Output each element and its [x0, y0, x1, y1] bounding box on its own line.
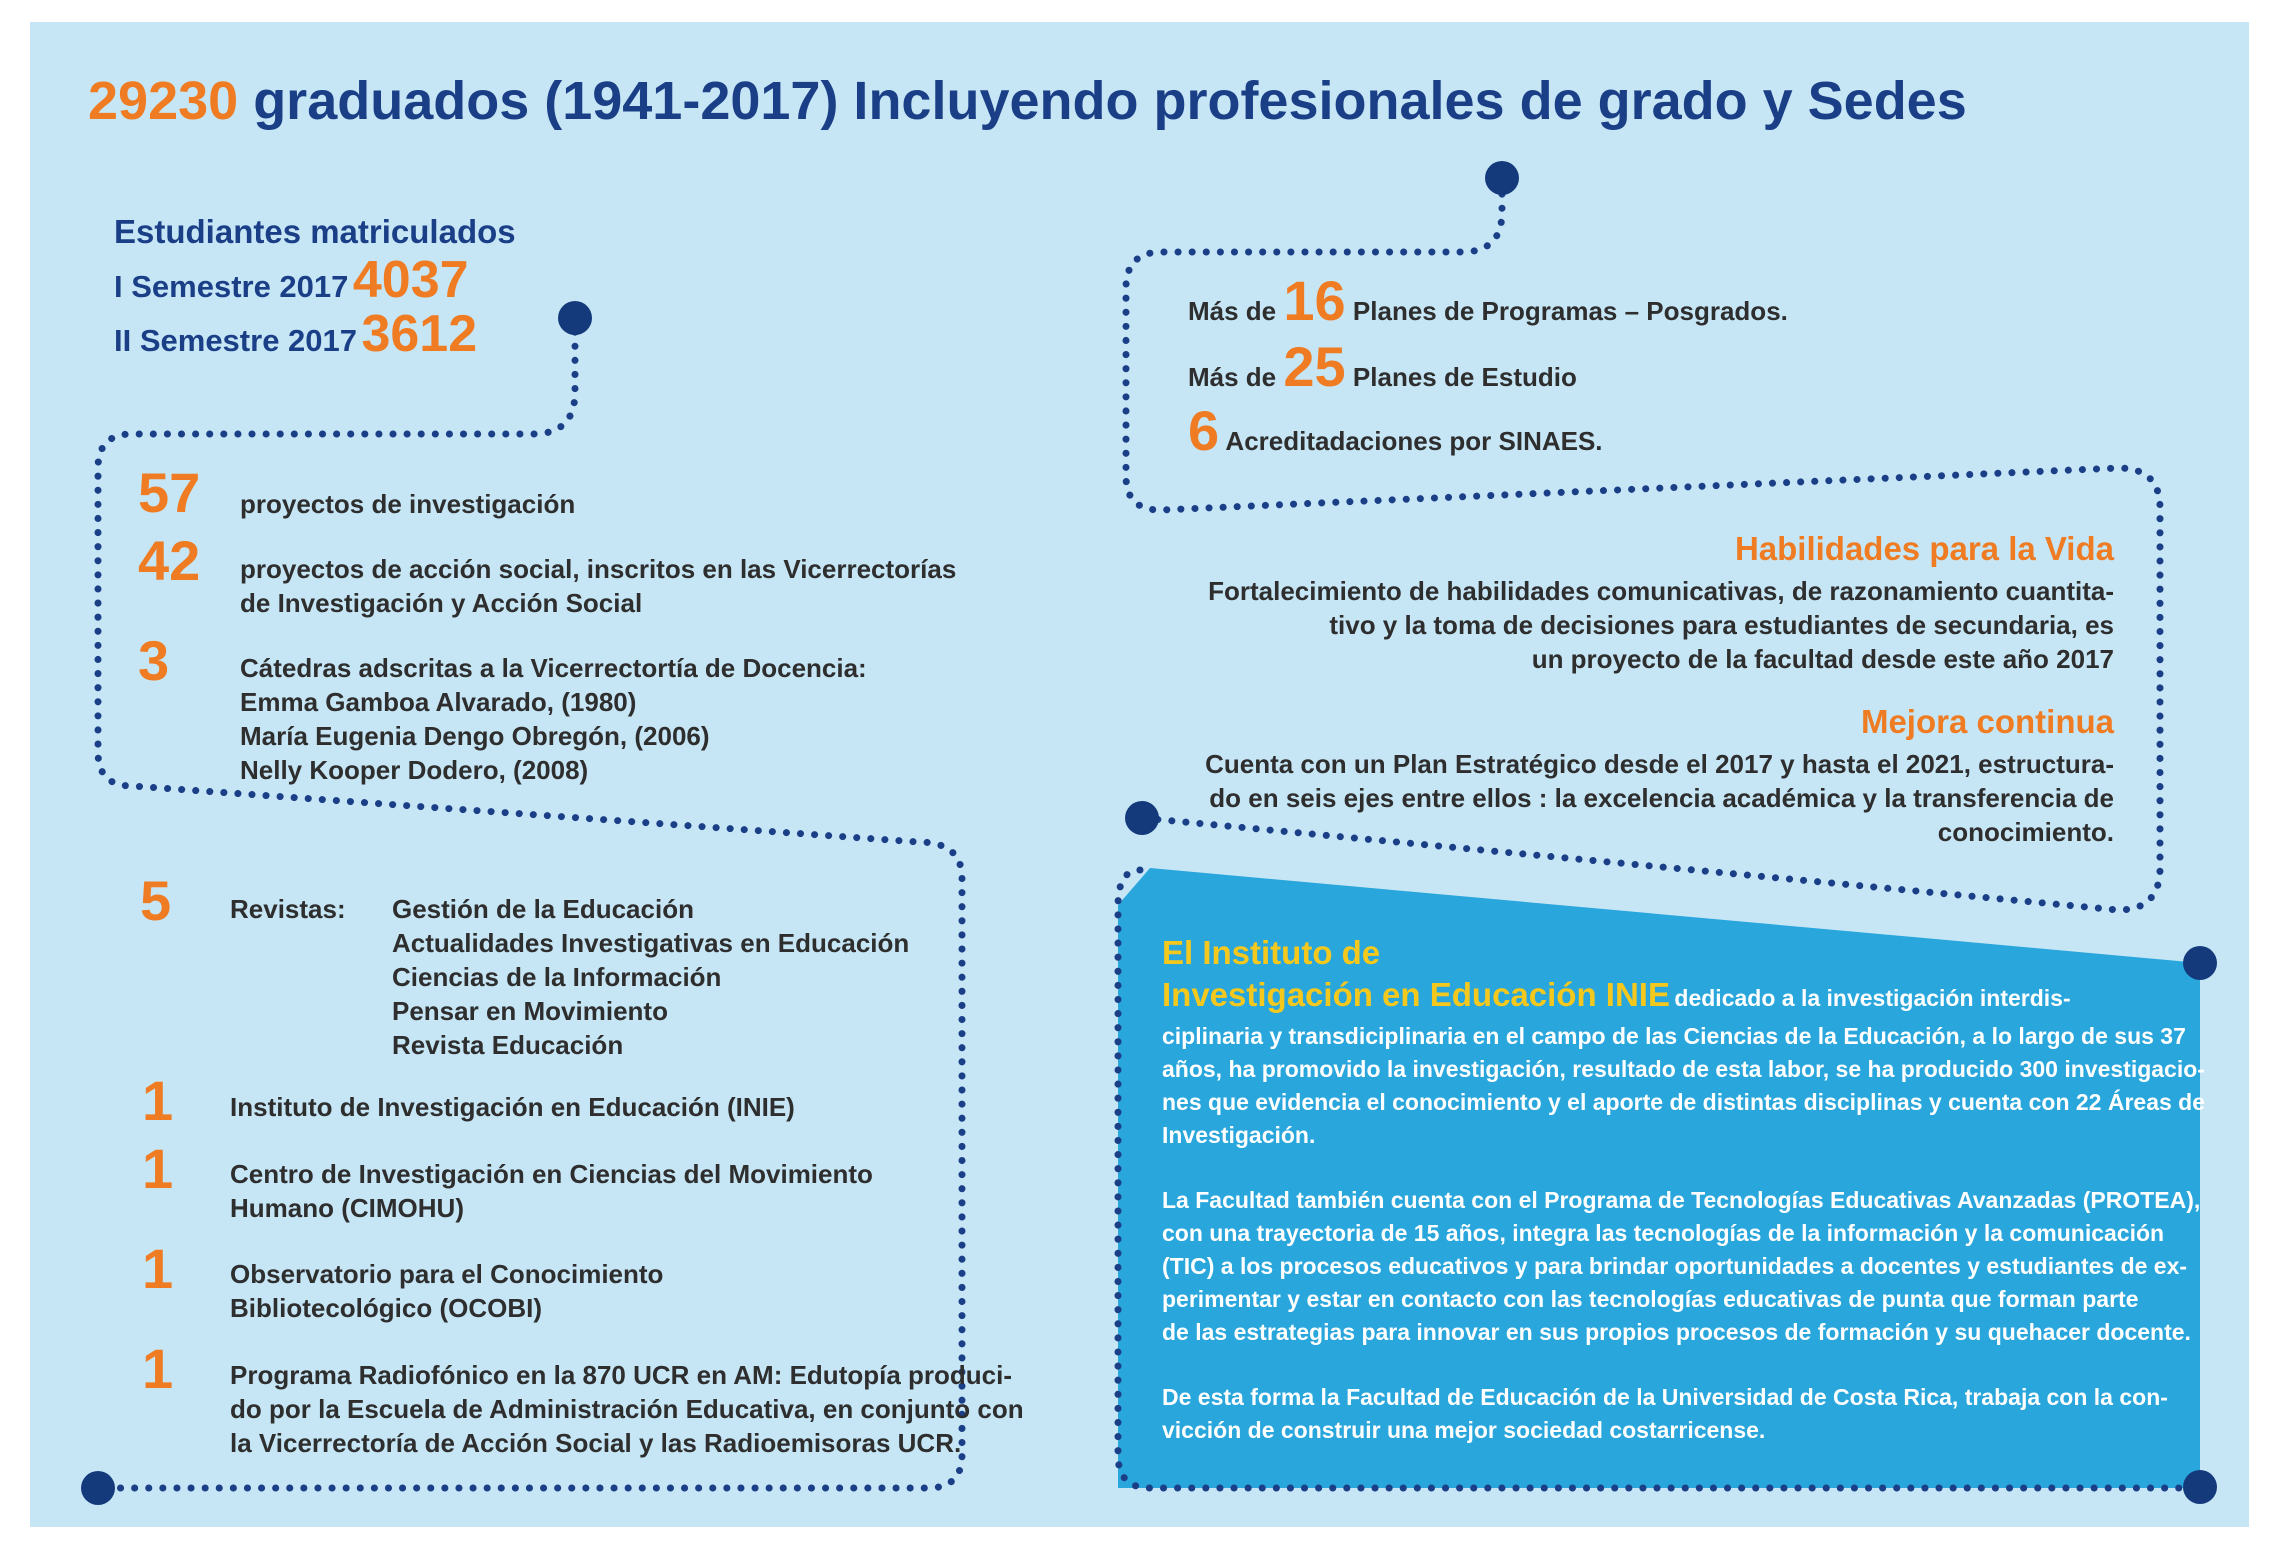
inie-title-line1: El Instituto de — [1162, 934, 1381, 971]
journal-item: Ciencias de la Información — [392, 962, 722, 992]
dot-node — [1485, 161, 1519, 195]
journal-item: Revista Educación — [392, 1030, 624, 1060]
habilidades-title: Habilidades para la Vida — [1734, 530, 2114, 567]
text-line: con una trayectoria de 15 años, integra las tecnologías de la información y la comunicación — [1162, 1220, 2165, 1246]
text-line: ciplinaria y transdiciplinaria en el campo de las Ciencias de la Educación, a lo largo de sus 37 — [1162, 1023, 2186, 1049]
research-text — [240, 651, 867, 787]
research-number: 3 — [138, 629, 170, 692]
text-line: Humano (CIMOHU) — [230, 1193, 464, 1223]
text-line: do en seis ejes entre ellos : la excelencia académica y la transferencia de — [1209, 783, 2114, 813]
journal-item: Actualidades Investigativas en Educación — [392, 928, 910, 958]
program-text: Planes de Estudio — [1352, 362, 1577, 392]
inie-para2 — [1162, 1184, 2200, 1349]
text-line: nes que evidencia el conocimiento y el aporte de distintas disciplinas y cuenta con 22 Áreas de — [1162, 1089, 2206, 1115]
text-line: vicción de construir una mejor sociedad costarricense. — [1162, 1417, 1766, 1443]
program-prefix: Más de — [1188, 362, 1277, 392]
text-line: La Facultad también cuenta con el Programa de Tecnologías Educativas Avanzadas (PROTEA), — [1162, 1187, 2201, 1213]
text-line: De esta forma la Facultad de Educación de la Universidad de Costa Rica, trabaja con la con- — [1162, 1384, 2168, 1410]
program-number: 6 — [1188, 399, 1220, 462]
text-line: María Eugenia Dengo Obregón, (2006) — [240, 721, 710, 751]
dot-node — [2183, 946, 2217, 980]
text-line: Programa Radiofónico en la 870 UCR en AM: Edutopía produci- — [230, 1360, 1013, 1390]
sem1-label: I Semestre 2017 — [114, 269, 349, 304]
habilidades-text — [1208, 574, 2114, 676]
unit-number: 1 — [142, 1337, 174, 1400]
text-line: Cátedras adscritas a la Vicerrectortía de Docencia: — [240, 653, 867, 683]
text-line: Nelly Kooper Dodero, (2008) — [240, 755, 589, 785]
unit-text: Instituto de Investigación en Educación (INIE) — [230, 1092, 795, 1122]
sem1-value: 4037 — [352, 251, 469, 309]
research-text: proyectos de investigación — [240, 489, 576, 519]
program-line — [1188, 269, 1788, 332]
text-line: un proyecto de la facultad desde este año 2017 — [1531, 644, 2114, 674]
journals-label: Revistas: — [230, 894, 346, 924]
text-line: la Vicerrectoría de Acción Social y las Radioemisoras UCR. — [230, 1428, 962, 1458]
journal-item: Pensar en Movimiento — [392, 996, 668, 1026]
inie-first-line: dedicado a la investigación interdis- — [1674, 985, 2071, 1011]
journal-item: Gestión de la Educación — [392, 894, 694, 924]
sem2-label: II Semestre 2017 — [114, 323, 358, 358]
program-line — [1188, 399, 1603, 462]
dot-node — [81, 1471, 115, 1505]
program-text: Acreditadaciones por SINAES. — [1225, 426, 1603, 456]
journals-number: 5 — [140, 869, 172, 932]
text-line: (TIC) a los procesos educativos y para brindar oportunidades a docentes y estudiantes de ex- — [1162, 1253, 2188, 1279]
dot-node — [558, 301, 592, 335]
text-line: tivo y la toma de decisiones para estudiantes de secundaria, es — [1329, 610, 2114, 640]
text-line: Investigación. — [1162, 1122, 1316, 1148]
unit-text — [230, 1257, 663, 1325]
text-line: do por la Escuela de Administración Educativa, en conjunto con — [230, 1394, 1024, 1424]
inie-title-line2-row — [1162, 976, 2071, 1015]
research-number: 57 — [138, 461, 201, 524]
page-title — [88, 70, 1967, 132]
mejora-title: Mejora continua — [1860, 703, 2114, 740]
graduates-text: graduados (1941-2017) Incluyendo profesionales de grado y Sedes — [253, 71, 1967, 131]
text-line: Emma Gamboa Alvarado, (1980) — [240, 687, 637, 717]
program-prefix: Más de — [1188, 296, 1277, 326]
text-line: Centro de Investigación en Ciencias del Movimiento — [230, 1159, 873, 1189]
program-number: 16 — [1283, 269, 1346, 332]
enrollment-sem2 — [114, 304, 477, 364]
unit-text — [230, 1358, 1024, 1460]
program-line — [1188, 335, 1577, 398]
program-number: 25 — [1283, 335, 1346, 398]
text-line: Bibliotecológico (OCOBI) — [230, 1293, 542, 1323]
text-line: años, ha promovido la investigación, resultado de esta labor, se ha producido 300 investigacio- — [1162, 1056, 2205, 1082]
enrollment-sem1 — [114, 250, 469, 310]
unit-number: 1 — [142, 1137, 174, 1200]
dot-node — [2183, 1470, 2217, 1504]
graduates-number: 29230 — [88, 71, 239, 131]
journals-list — [392, 892, 909, 1062]
sem2-value: 3612 — [361, 305, 478, 363]
program-text: Planes de Programas – Posgrados. — [1352, 296, 1788, 326]
text-line: Cuenta con un Plan Estratégico desde el 2017 y hasta el 2021, estructura- — [1205, 749, 2114, 779]
mejora-text — [1205, 747, 2114, 849]
inie-para1 — [1162, 1020, 2205, 1152]
research-number: 42 — [138, 529, 201, 592]
dot-node — [1125, 801, 1159, 835]
unit-number: 1 — [142, 1237, 174, 1300]
inie-title-line2: Investigación en Educación INIE — [1162, 976, 1670, 1013]
text-line: Observatorio para el Conocimiento — [230, 1259, 664, 1289]
text-line: conocimiento. — [1937, 817, 2114, 847]
enrollment-title: Estudiantes matriculados — [114, 213, 516, 250]
text-line: perimentar y estar en contacto con las tecnologías educativas de punta que forman parte — [1162, 1286, 2139, 1312]
text-line: de Investigación y Acción Social — [240, 588, 643, 618]
text-line: proyectos de acción social, inscritos en las Vicerrectorías — [240, 554, 957, 584]
unit-text — [230, 1157, 873, 1225]
unit-number: 1 — [142, 1069, 174, 1132]
text-line: Fortalecimiento de habilidades comunicativas, de razonamiento cuantita- — [1208, 576, 2114, 606]
text-line: de las estrategias para innovar en sus propios procesos de formación y su quehacer docente. — [1162, 1319, 2191, 1345]
inie-para3 — [1162, 1381, 2168, 1447]
research-text — [240, 552, 956, 620]
